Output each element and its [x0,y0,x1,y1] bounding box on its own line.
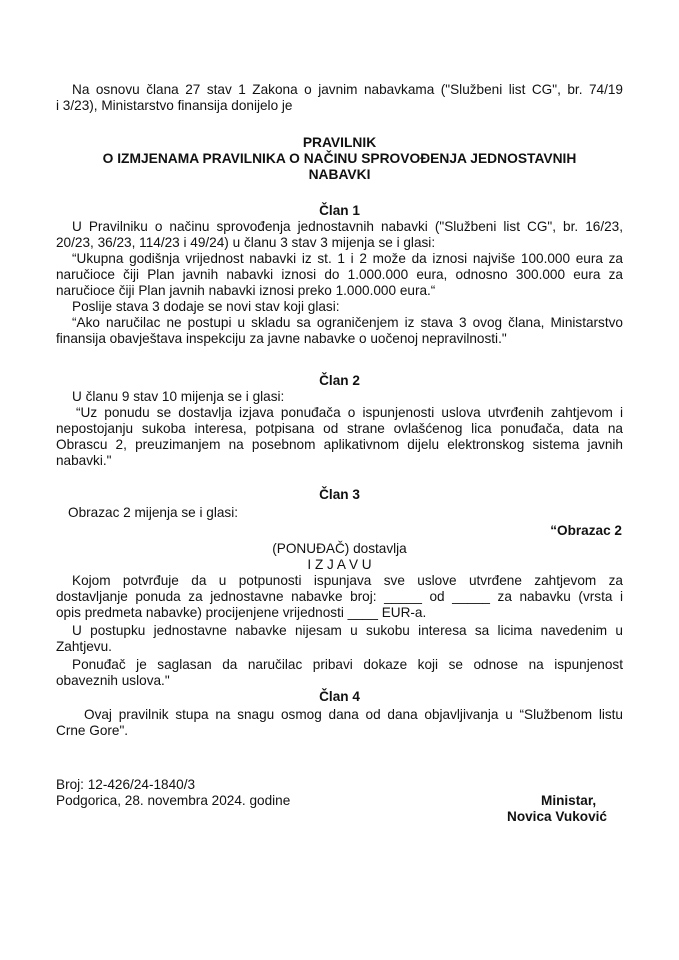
article-3-line: opis predmeta nabavke) procijenjene vrijednosti ____ EUR-a. [56,605,427,620]
article-3-line: Kojom potvrđuje da u potpunosti ispunjava sve uslove utvrđene zahtjevom za [72,573,623,588]
preamble-line-2: i 3/23), Ministarstvo finansija donijelo je [56,98,293,113]
preamble-line-1: Na osnovu člana 27 stav 1 Zakona o javnim nabavkama ("Službeni list CG", br. 74/19 [72,82,623,97]
form-label: “Obrazac 2 [550,523,622,538]
signatory-name: Novica Vuković [507,809,607,824]
title-line-2: O IZMJENAMA PRAVILNIKA O NAČINU SPROVOĐENJA JEDNOSTAVNIH [102,151,577,166]
article-1-heading: Član 1 [319,203,360,218]
title-line-3: NABAVKI [308,167,371,182]
article-1-line: Poslije stava 3 dodaje se novi stav koji glasi: [72,299,340,314]
article-2-line: “Uz ponudu se dostavlja izjava ponuđača o ispunjenosti uslova utvrđenih zahtjevom i [76,405,623,420]
form-subtitle: (PONUĐAČ) dostavlja [272,541,407,556]
document-number: Broj: 12-426/24-1840/3 [56,777,196,792]
form-title: I Z J A V U [307,557,372,572]
title-line-1: PRAVILNIK [302,135,377,150]
article-4-line: Ovaj pravilnik stupa na snagu osmog dana od dana objavljivanja u “Službenom listu [84,707,623,722]
article-1-line: naručioce čiji Plan javnih nabavki iznosi preko 1.000.000 eura.“ [56,283,436,298]
article-3-heading: Član 3 [319,487,360,502]
article-2-line: nepostojanju sukoba interesa, potpisana od strane ovlašćenog lica ponuđača, data na [56,421,623,436]
article-2-line: nabavki." [56,453,112,468]
article-1-line: U Pravilniku o načinu sprovođenja jednostavnih nabavki ("Službeni list CG", br. 16/23, [72,219,623,234]
place-date: Podgorica, 28. novembra 2024. godine [56,793,291,808]
article-2-line: Obrascu 2, preuzimanjem na posebnom aplikativnom dijelu elektronskog sistema javnih [56,437,623,452]
article-2-heading: Član 2 [319,373,360,388]
article-2-line: U članu 9 stav 10 mijenja se i glasi: [72,389,285,404]
article-4-line: Crne Gore". [56,723,129,738]
article-1-line: 20/23, 36/23, 114/23 i 49/24) u članu 3 stav 3 mijenja se i glasi: [56,235,436,250]
article-3-line: Ponuđač je saglasan da naručilac pribavi dokaze koji se odnose na ispunjenost [72,657,623,672]
article-1-line: “Ukupna godišnja vrijednost nabavki iz st. 1 i 2 može da iznosi najviše 100.000 eura za [72,251,623,266]
article-1-line: naručioce čiji Plan javnih nabavki iznosi do 1.000.000 eura, odnosno 300.000 eura za [56,267,623,282]
article-1-line: finansija obavještava inspekciju za javne nabavke o uočenoj nepravilnosti." [56,331,507,346]
article-3-line: obaveznih uslova." [56,673,170,688]
signatory-title: Ministar, [541,793,597,808]
article-4-heading: Član 4 [319,689,360,704]
article-3-line: dostavljanje ponuda za jednostavne nabavke broj: _____ od _____ za nabavku (vrsta i [56,589,623,604]
article-3-intro: Obrazac 2 mijenja se i glasi: [68,505,238,520]
article-1-line: “Ako naručilac ne postupi u skladu sa ograničenjem iz stava 3 ovog člana, Ministarstvo [72,315,623,330]
article-3-line: U postupku jednostavne nabavke nijesam u sukobu interesa sa licima navedenim u [72,623,623,638]
article-3-line: Zahtjevu. [56,639,112,654]
